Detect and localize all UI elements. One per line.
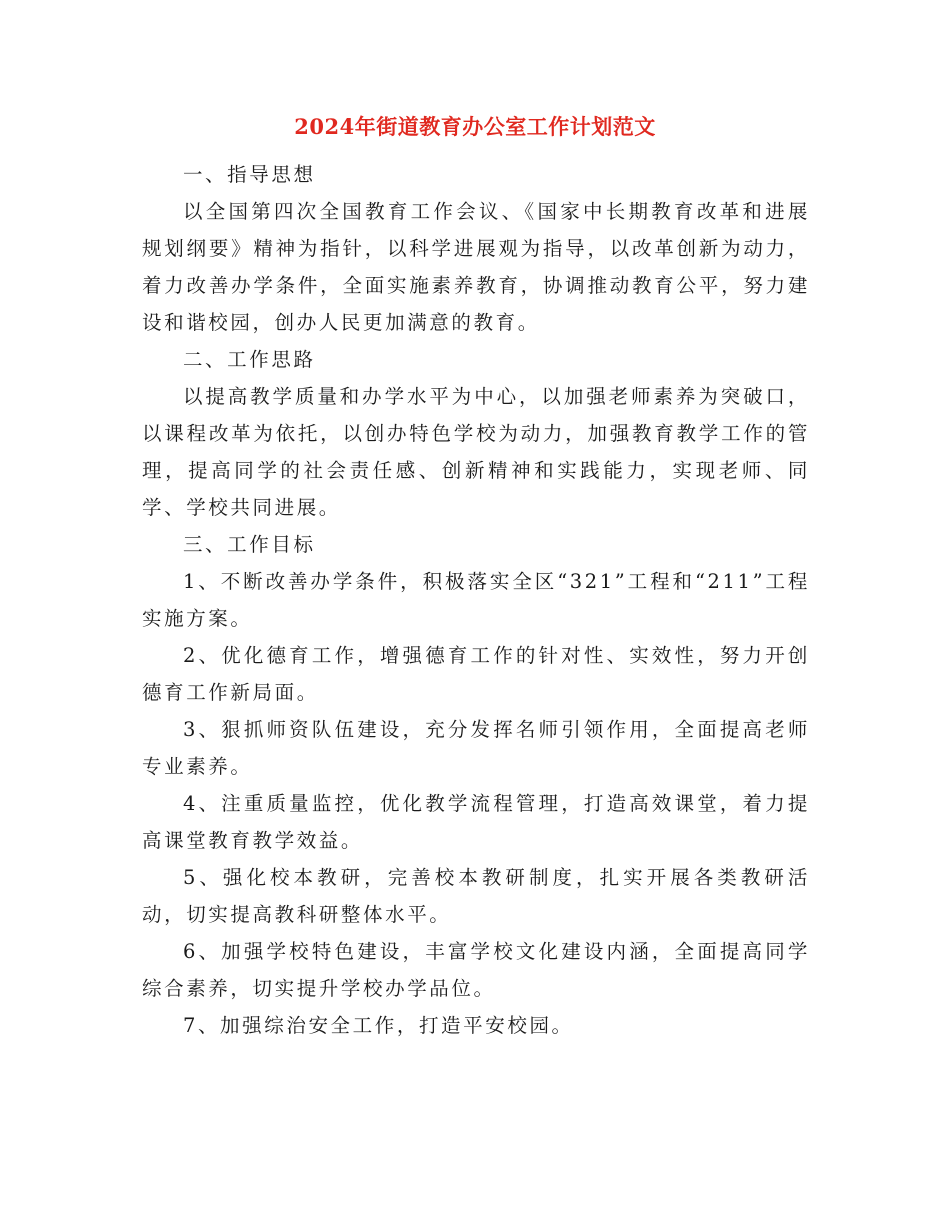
section-heading: 一、指导思想 <box>182 163 316 186</box>
list-item: 1、不断改善办学条件，积极落实全区“321”工程和“211”工程实施方案。 <box>142 570 810 630</box>
list-item: 7、加强综治安全工作，打造平安校园。 <box>182 1014 574 1037</box>
list-item: 3、狠抓师资队伍建设，充分发挥名师引领作用，全面提高老师专业素养。 <box>142 718 810 778</box>
list-item: 4、注重质量监控，优化教学流程管理，打造高效课堂，着力提高课堂教育教学效益。 <box>142 792 810 852</box>
list-item: 2、优化德育工作，增强德育工作的针对性、实效性，努力开创德育工作新局面。 <box>142 644 810 704</box>
list-item: 6、加强学校特色建设，丰富学校文化建设内涵，全面提高同学综合素养，切实提升学校办学品位。 <box>142 940 810 1000</box>
list-item: 5、强化校本教研，完善校本教研制度，扎实开展各类教研活动，切实提高教科研整体水平。 <box>142 866 810 926</box>
section-heading: 三、工作目标 <box>182 533 316 556</box>
paragraph: 以全国第四次全国教育工作会议、《国家中长期教育改革和进展规划纲要》精神为指针，以科学进展观为指导，以改革创新为动力，着力改善办学条件，全面实施素养教育，协调推动教育公平，努力建设和谐校园，创办人民更加满意的教育。 <box>142 200 810 334</box>
document-body <box>142 156 810 1044</box>
document-title: 2024年街道教育办公室工作计划范文 <box>294 114 656 139</box>
paragraph: 以提高教学质量和办学水平为中心，以加强老师素养为突破口，以课程改革为依托，以创办特色学校为动力，加强教育教学工作的管理，提高同学的社会责任感、创新精神和实践能力，实现老师、同学、学校共同进展。 <box>142 385 810 519</box>
section-heading: 二、工作思路 <box>182 348 316 371</box>
